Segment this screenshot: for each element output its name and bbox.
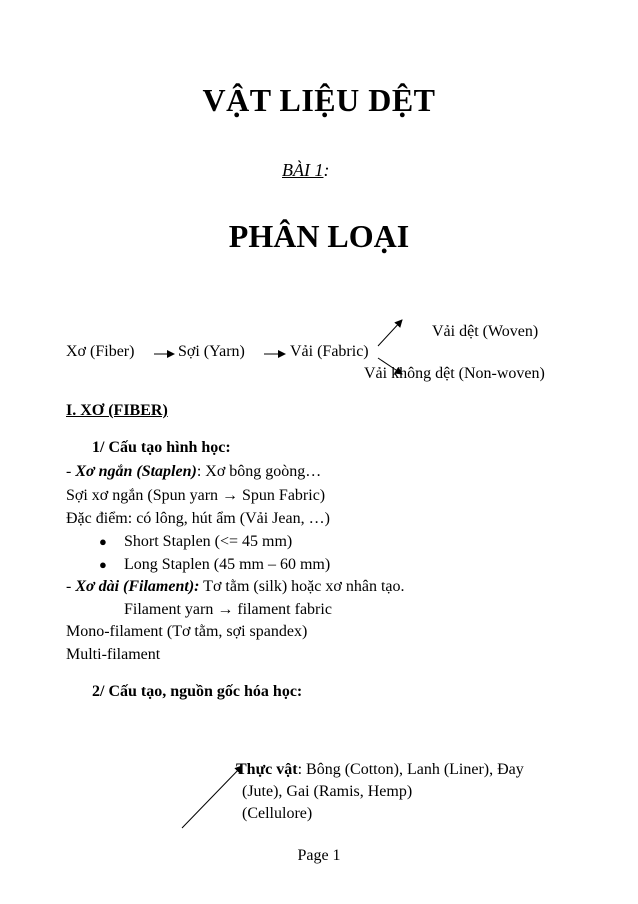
document-title: VẬT LIỆU DỆT: [202, 82, 436, 118]
section-heading-fiber: I. XƠ (FIBER): [66, 402, 168, 419]
plant-line-1: [236, 760, 524, 780]
right-arrow-icon: →: [222, 487, 239, 504]
fiber-label: Xơ (Fiber): [66, 343, 135, 360]
filament-fabric-text: filament fabric: [233, 601, 332, 618]
fabric-label: Vải (Fabric): [290, 343, 369, 360]
long-fiber-desc: Tơ tằm (silk) hoặc xơ nhân tạo.: [199, 578, 405, 595]
page-footer: Page 1: [297, 847, 341, 864]
subheading-geometry: 1/ Cấu tạo hình học:: [92, 439, 231, 456]
arrow-fabric-woven: [378, 320, 402, 346]
lesson-number: BÀI 1: [282, 160, 324, 180]
long-fiber-line: [66, 577, 405, 597]
short-fiber-dash: -: [66, 463, 76, 480]
plant-label: Thực vật: [236, 761, 298, 778]
feature-line: Đặc điểm: có lông, hút ẩm (Vải Jean, …): [66, 510, 330, 527]
arrow-fabric-nonwoven: [378, 358, 402, 374]
nonwoven-label: Vải không dệt (Non-woven): [364, 365, 545, 382]
spun-yarn-text: Sợi xơ ngắn (Spun yarn: [66, 487, 223, 504]
mono-filament-line: Mono-filament (Tơ tằm, sợi spandex): [66, 623, 308, 640]
lesson-colon: :: [323, 160, 330, 180]
short-fiber-desc: : Xơ bông goòng…: [196, 463, 322, 480]
long-fiber-dash: -: [66, 578, 76, 595]
long-fiber-term: Xơ dài (Filament):: [75, 578, 200, 595]
spun-yarn-line: [66, 486, 325, 506]
spun-fabric-text: Spun Fabric): [238, 487, 326, 504]
woven-label: Vải dệt (Woven): [432, 323, 539, 340]
bullet-short-staplen: ● Short Staplen (<= 45 mm): [124, 532, 292, 552]
short-fiber-term: Xơ ngắn (Staplen): [75, 463, 197, 480]
plant-line-2: (Jute), Gai (Ramis, Hemp): [242, 783, 413, 800]
right-arrow-icon: →: [217, 601, 234, 618]
bullet-long-staplen: ● Long Staplen (45 mm – 60 mm): [124, 555, 330, 575]
plant-examples: : Bông (Cotton), Lanh (Liner), Đay: [297, 761, 524, 778]
filament-yarn-line: [124, 600, 332, 620]
short-fiber-line: [66, 462, 321, 482]
plant-line-3: (Cellulore): [242, 805, 313, 822]
filament-yarn-text: Filament yarn: [124, 601, 218, 618]
section-title: PHÂN LOẠI: [228, 218, 410, 254]
subheading-chemical: 2/ Cấu tạo, nguồn gốc hóa học:: [92, 683, 303, 700]
arrow-plant: [182, 766, 242, 828]
yarn-label: Sợi (Yarn): [178, 343, 245, 360]
multi-filament-line: Multi-filament: [66, 646, 161, 663]
